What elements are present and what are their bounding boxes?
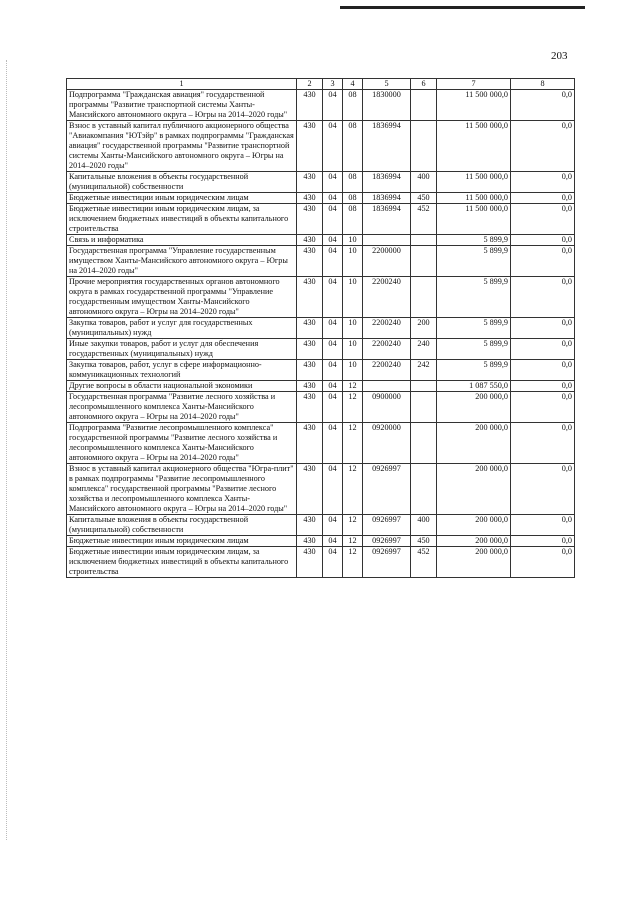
table-row [67, 90, 575, 121]
expense-type-cell [411, 90, 437, 121]
amount-cell: 200 000,0 [437, 536, 511, 547]
amount-second-cell: 0,0 [511, 423, 575, 464]
target-article-cell: 1830000 [363, 90, 411, 121]
admin-code-cell: 430 [297, 381, 323, 392]
section-cell: 04 [323, 277, 343, 318]
page-number: 203 [551, 50, 568, 62]
section-cell: 04 [323, 235, 343, 246]
table-row [67, 423, 575, 464]
amount-cell: 11 500 000,0 [437, 204, 511, 235]
amount-cell: 11 500 000,0 [437, 172, 511, 193]
table-row [67, 536, 575, 547]
subsection-cell: 08 [343, 121, 363, 172]
admin-code-cell: 430 [297, 172, 323, 193]
expense-type-cell: 242 [411, 360, 437, 381]
admin-code-cell: 430 [297, 515, 323, 536]
table-row [67, 515, 575, 536]
admin-code-cell: 430 [297, 235, 323, 246]
amount-cell: 5 899,9 [437, 246, 511, 277]
column-header: 5 [363, 79, 411, 90]
target-article-cell: 2200240 [363, 360, 411, 381]
expense-type-cell [411, 277, 437, 318]
table-row [67, 277, 575, 318]
subsection-cell: 12 [343, 464, 363, 515]
target-article-cell [363, 235, 411, 246]
section-cell: 04 [323, 318, 343, 339]
row-name-cell: Подпрограмма "Гражданская авиация" государственной программы "Развитие транспортной системы Ханты-Мансийского автономного округа – Югры на 2014–2020 годы" [67, 90, 297, 121]
amount-second-cell: 0,0 [511, 193, 575, 204]
section-cell: 04 [323, 423, 343, 464]
section-cell: 04 [323, 547, 343, 578]
subsection-cell: 12 [343, 392, 363, 423]
expense-type-cell: 400 [411, 172, 437, 193]
amount-second-cell: 0,0 [511, 547, 575, 578]
section-cell: 04 [323, 464, 343, 515]
margin-marks [6, 60, 11, 840]
target-article-cell: 1836994 [363, 172, 411, 193]
amount-second-cell: 0,0 [511, 121, 575, 172]
table-row [67, 392, 575, 423]
expense-type-cell: 452 [411, 547, 437, 578]
expense-type-cell: 452 [411, 204, 437, 235]
top-rule [340, 6, 585, 9]
column-header: 1 [67, 79, 297, 90]
expense-type-cell: 200 [411, 318, 437, 339]
row-name-cell: Прочие мероприятия государственных органов автономного округа в рамках государственной программы "Управление государственным имуществом Ханты-Мансийского автономного округа – Югры на 2014–2020 годы" [67, 277, 297, 318]
amount-second-cell: 0,0 [511, 536, 575, 547]
target-article-cell: 2200240 [363, 339, 411, 360]
section-cell: 04 [323, 90, 343, 121]
amount-second-cell: 0,0 [511, 204, 575, 235]
table-row [67, 318, 575, 339]
amount-cell: 11 500 000,0 [437, 90, 511, 121]
row-name-cell: Бюджетные инвестиции иным юридическим лицам [67, 193, 297, 204]
amount-cell: 200 000,0 [437, 547, 511, 578]
row-name-cell: Закупка товаров, работ и услуг для государственных (муниципальных) нужд [67, 318, 297, 339]
admin-code-cell: 430 [297, 204, 323, 235]
amount-cell: 5 899,9 [437, 318, 511, 339]
table-row [67, 246, 575, 277]
target-article-cell: 0926997 [363, 464, 411, 515]
expense-type-cell: 450 [411, 536, 437, 547]
amount-second-cell: 0,0 [511, 381, 575, 392]
target-article-cell: 2200000 [363, 246, 411, 277]
section-cell: 04 [323, 339, 343, 360]
amount-cell: 5 899,9 [437, 339, 511, 360]
admin-code-cell: 430 [297, 547, 323, 578]
expense-type-cell: 400 [411, 515, 437, 536]
amount-second-cell: 0,0 [511, 318, 575, 339]
subsection-cell: 08 [343, 90, 363, 121]
expense-type-cell: 450 [411, 193, 437, 204]
subsection-cell: 10 [343, 246, 363, 277]
row-name-cell: Взнос в уставный капитал акционерного общества "Югра-плит" в рамках подпрограммы "Развитие лесопромышленного комплекса" государственной программы "Развитие лесного хозяйства и лесопромышленного комплекса Ханты-Мансийского автономного округа – Югры на 2014–2020 годы" [67, 464, 297, 515]
row-name-cell: Бюджетные инвестиции иным юридическим лицам, за исключением бюджетных инвестиций в объекты капитального строительства [67, 204, 297, 235]
table-header-row [67, 79, 575, 90]
section-cell: 04 [323, 515, 343, 536]
amount-second-cell: 0,0 [511, 392, 575, 423]
admin-code-cell: 430 [297, 360, 323, 381]
subsection-cell: 10 [343, 235, 363, 246]
column-header: 4 [343, 79, 363, 90]
row-name-cell: Взнос в уставный капитал публичного акционерного общества "Авиакомпания "ЮТэйр" в рамках подпрограммы "Гражданская авиация" государственной программы "Развитие транспортной системы Ханты-Мансийского автономного округа – Югры на 2014–2020 годы" [67, 121, 297, 172]
admin-code-cell: 430 [297, 121, 323, 172]
section-cell: 04 [323, 172, 343, 193]
column-header: 2 [297, 79, 323, 90]
table-row [67, 204, 575, 235]
admin-code-cell: 430 [297, 90, 323, 121]
section-cell: 04 [323, 536, 343, 547]
amount-cell: 1 087 550,0 [437, 381, 511, 392]
amount-cell: 11 500 000,0 [437, 193, 511, 204]
section-cell: 04 [323, 392, 343, 423]
admin-code-cell: 430 [297, 536, 323, 547]
amount-cell: 200 000,0 [437, 515, 511, 536]
row-name-cell: Подпрограмма "Развитие лесопромышленного комплекса" государственной программы "Развитие лесного хозяйства и лесопромышленного комплекса Ханты-Мансийского автономного округа – Югры на 2014–2020 годы" [67, 423, 297, 464]
budget-table [66, 78, 575, 578]
target-article-cell: 1836994 [363, 121, 411, 172]
table-row [67, 193, 575, 204]
subsection-cell: 08 [343, 204, 363, 235]
admin-code-cell: 430 [297, 193, 323, 204]
column-header: 8 [511, 79, 575, 90]
admin-code-cell: 430 [297, 423, 323, 464]
subsection-cell: 12 [343, 381, 363, 392]
target-article-cell: 0926997 [363, 536, 411, 547]
expense-type-cell [411, 392, 437, 423]
subsection-cell: 12 [343, 423, 363, 464]
column-header: 6 [411, 79, 437, 90]
admin-code-cell: 430 [297, 392, 323, 423]
row-name-cell: Связь и информатика [67, 235, 297, 246]
expense-type-cell [411, 121, 437, 172]
amount-second-cell: 0,0 [511, 515, 575, 536]
target-article-cell: 1836994 [363, 193, 411, 204]
admin-code-cell: 430 [297, 318, 323, 339]
admin-code-cell: 430 [297, 277, 323, 318]
subsection-cell: 10 [343, 339, 363, 360]
amount-cell: 200 000,0 [437, 464, 511, 515]
table-row [67, 464, 575, 515]
target-article-cell: 1836994 [363, 204, 411, 235]
row-name-cell: Бюджетные инвестиции иным юридическим лицам, за исключением бюджетных инвестиций в объекты капитального строительства [67, 547, 297, 578]
row-name-cell: Капитальные вложения в объекты государственной (муниципальной) собственности [67, 172, 297, 193]
table-row [67, 235, 575, 246]
row-name-cell: Закупка товаров, работ, услуг в сфере информационно-коммуникационных технологий [67, 360, 297, 381]
section-cell: 04 [323, 193, 343, 204]
target-article-cell [363, 381, 411, 392]
row-name-cell: Бюджетные инвестиции иным юридическим лицам [67, 536, 297, 547]
subsection-cell: 10 [343, 318, 363, 339]
amount-cell: 5 899,9 [437, 277, 511, 318]
expense-type-cell [411, 423, 437, 464]
subsection-cell: 12 [343, 547, 363, 578]
column-header: 3 [323, 79, 343, 90]
expense-type-cell [411, 235, 437, 246]
subsection-cell: 10 [343, 360, 363, 381]
target-article-cell: 0926997 [363, 547, 411, 578]
row-name-cell: Капитальные вложения в объекты государственной (муниципальной) собственности [67, 515, 297, 536]
section-cell: 04 [323, 204, 343, 235]
expense-type-cell [411, 246, 437, 277]
subsection-cell: 08 [343, 193, 363, 204]
expense-type-cell [411, 464, 437, 515]
target-article-cell: 2200240 [363, 318, 411, 339]
table-row [67, 547, 575, 578]
amount-second-cell: 0,0 [511, 246, 575, 277]
amount-second-cell: 0,0 [511, 360, 575, 381]
row-name-cell: Государственная программа "Развитие лесного хозяйства и лесопромышленного комплекса Ханты-Мансийского автономного округа – Югры на 2014–2020 годы" [67, 392, 297, 423]
expense-type-cell: 240 [411, 339, 437, 360]
section-cell: 04 [323, 246, 343, 277]
amount-second-cell: 0,0 [511, 277, 575, 318]
amount-second-cell: 0,0 [511, 464, 575, 515]
table-row [67, 339, 575, 360]
row-name-cell: Другие вопросы в области национальной экономики [67, 381, 297, 392]
target-article-cell: 0920000 [363, 423, 411, 464]
admin-code-cell: 430 [297, 464, 323, 515]
amount-second-cell: 0,0 [511, 172, 575, 193]
table-row [67, 360, 575, 381]
amount-cell: 200 000,0 [437, 423, 511, 464]
expense-type-cell [411, 381, 437, 392]
admin-code-cell: 430 [297, 246, 323, 277]
table-row [67, 121, 575, 172]
target-article-cell: 0926997 [363, 515, 411, 536]
row-name-cell: Государственная программа "Управление государственным имуществом Ханты-Мансийского автономного округа – Югры на 2014–2020 годы" [67, 246, 297, 277]
subsection-cell: 10 [343, 277, 363, 318]
subsection-cell: 12 [343, 515, 363, 536]
target-article-cell: 0900000 [363, 392, 411, 423]
amount-cell: 11 500 000,0 [437, 121, 511, 172]
amount-second-cell: 0,0 [511, 90, 575, 121]
row-name-cell: Иные закупки товаров, работ и услуг для обеспечения государственных (муниципальных) нужд [67, 339, 297, 360]
subsection-cell: 08 [343, 172, 363, 193]
admin-code-cell: 430 [297, 339, 323, 360]
amount-cell: 5 899,9 [437, 235, 511, 246]
amount-second-cell: 0,0 [511, 235, 575, 246]
table-row [67, 172, 575, 193]
section-cell: 04 [323, 121, 343, 172]
amount-second-cell: 0,0 [511, 339, 575, 360]
section-cell: 04 [323, 381, 343, 392]
column-header: 7 [437, 79, 511, 90]
subsection-cell: 12 [343, 536, 363, 547]
section-cell: 04 [323, 360, 343, 381]
amount-cell: 5 899,9 [437, 360, 511, 381]
amount-cell: 200 000,0 [437, 392, 511, 423]
table-row [67, 381, 575, 392]
target-article-cell: 2200240 [363, 277, 411, 318]
